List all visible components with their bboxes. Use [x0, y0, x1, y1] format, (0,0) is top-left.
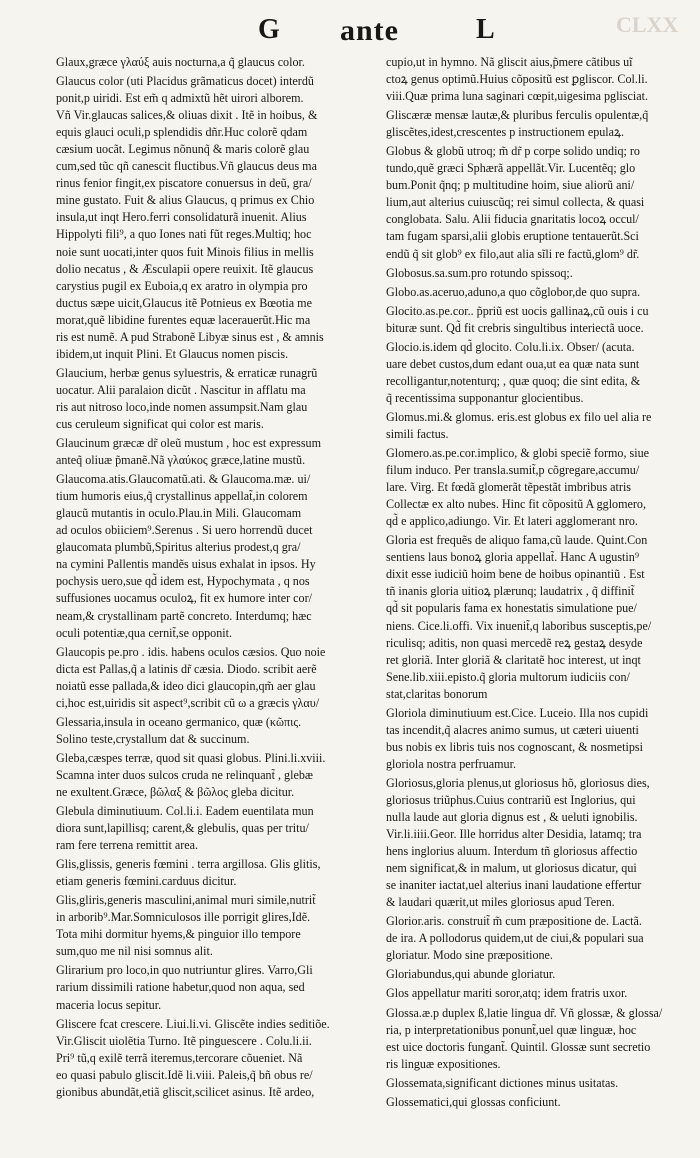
entry-line: glaucũ mutantis in oculo.Plau.in Mili. Glaucomam — [56, 506, 302, 521]
dictionary-entry — [56, 856, 374, 890]
entry-line: Vir.li.iiii.Geor. Ille horridus alter Desidia, latamq; tra — [386, 827, 642, 842]
entry-line: Glos appellatur mariti soror,atq; idem fratris uxor. — [386, 986, 628, 1001]
entry-line: Glebula diminutiuum. Col.li.i. Eadem euentilata mun — [56, 804, 314, 819]
entry-line: Globosus.sa.sum.pro rotundo spissoq;. — [386, 265, 573, 280]
entry-line: Gleba,cæspes terræ, quod sit quasi globus. Plini.li.xviii. — [56, 750, 326, 765]
entry-line: gionibus abundãt,etiã gliscit,scilicet asinus. Itẽ ardeo, — [56, 1084, 315, 1099]
entry-line: tñ inanis gloria uitioꝝ plærunq; laudatrix , q̃ diffinit̃ — [386, 584, 635, 599]
dictionary-entry — [386, 54, 682, 105]
entry-line: Glessaria,insula in oceano germanico, quæ (κῶπις. — [56, 714, 302, 729]
dictionary-entry — [386, 339, 682, 407]
dictionary-entry — [56, 892, 374, 960]
dictionary-entry — [386, 143, 682, 262]
dictionary-entry — [56, 750, 374, 801]
entry-line: riculisq; aditis, non quasi mercedẽ reꝝ gestaꝝ desyde — [386, 635, 643, 650]
dictionary-entry — [386, 705, 682, 773]
dictionary-entry — [386, 966, 682, 983]
entry-line: bus nobis ex libris tuis nos cognoscant, & nosmetipsi — [386, 739, 643, 754]
dictionary-entry — [56, 714, 374, 748]
entry-line: Pri⁹ tũ,q exilẽ terrã iteremus,tercorare cõueniet. Nã — [56, 1050, 303, 1065]
entry-line: & laudari quærit,ut miles gloriosus apud Teren. — [386, 895, 615, 910]
entry-line: qd̃ e applico,adiungo. Vir. Et lateri agglomerant nro. — [386, 514, 638, 529]
entry-line: equis glauci oculi,p splendidis dñr.Huc colorẽ qdam — [56, 125, 308, 140]
entry-line: insula,ut inqt Hero.ferri consolidaturã inuenit. Alius — [56, 210, 307, 225]
entry-line: stat,claritas bonorum — [386, 686, 488, 701]
right-text-column — [386, 54, 682, 1113]
entry-line: noiatũ esse pallada,& ideo dici glaucopin,qm̃ aer glau — [56, 678, 316, 693]
dictionary-entry — [386, 303, 682, 337]
entry-line: ria, p interpretationibus ponunt̃,uel quæ linguæ, hoc — [386, 1022, 637, 1037]
dictionary-entry — [56, 435, 374, 469]
entry-line: Sene.lib.xiii.episto.q̃ gloria multorum iudiciis con/ — [386, 669, 630, 684]
running-head — [0, 10, 700, 50]
entry-line: gloriosus triũphus.Cuius contrariũ est Inglorius, qui — [386, 792, 636, 807]
entry-line: ibidem,ut inquit Plini. Et Glaucus nomen piscis. — [56, 346, 289, 361]
entry-line: Glossematici,qui glossas conficiunt. — [386, 1094, 561, 1109]
entry-line: neam,& crystallinam partẽ concreto. Interdumq; hæc — [56, 608, 312, 623]
entry-line: na cymini Pallentis mandẽs uisus exhalat in ipsos. Hy — [56, 557, 316, 572]
dictionary-entry — [56, 54, 374, 71]
entry-line: Gloriola diminutiuum est.Cice. Luceio. Illa nos cupidi — [386, 705, 649, 720]
entry-line: ne exultent.Græce, βῶλαξ & βῶλος gleba dicitur. — [56, 784, 295, 799]
entry-line: glaucomata plumbũ,Spiritus alterius prodest,q gra/ — [56, 540, 301, 555]
entry-line: gloriatur. Modo sine præpositione. — [386, 948, 553, 963]
entry-line: etiam generis fœmini.carduus dicitur. — [56, 874, 237, 889]
entry-line: Glis,gliris,generis masculini,animal muri simile,nutrit̃ — [56, 893, 316, 908]
folio-number: CLXX — [616, 12, 679, 37]
entry-line: endũ q̃ sit glob⁹ ex filo,aut alia sĩli re factũ,glom⁹ dr̃. — [386, 246, 640, 261]
entry-line: Glomus.mi.& glomus. eris.est globus ex filo uel alia re — [386, 409, 652, 424]
dictionary-entry — [386, 532, 682, 702]
dictionary-entry — [386, 445, 682, 530]
entry-line: ponit,p uiridi. Est em̃ q admixtũ hẽt uirori alborem. — [56, 91, 304, 106]
dictionary-entry — [56, 73, 374, 363]
entry-line: suffusiones uocamus oculoꝝ, fit ex humore inter cor/ — [56, 591, 312, 606]
entry-line: Gliscere fcat crescere. Liui.li.vi. Gliscẽte indies seditiõe. — [56, 1016, 330, 1031]
entry-line: lare. Virg. Et fœdã glomerãt tẽpestãt imbribus atris — [386, 480, 632, 495]
entry-line: Glossa.æ.p duplex ß,latie lingua dr̃. Vñ glossæ, & glossa/ — [386, 1005, 663, 1020]
entry-line: ret gloriã. Inter gloriã & claritatẽ hoc interest, ut inqt — [386, 652, 641, 667]
entry-line: tam fugam sparsi,alii globis eruptione tentauerũt.Sci — [386, 229, 639, 244]
entry-line: dicta est Pallas,q̃ a latinis dr̃ cæsia. Diodo. scribit aerẽ — [56, 661, 317, 676]
entry-line: Glaucium, herbæ genus syluestris, & erraticæ runagrũ — [56, 365, 318, 380]
entry-line: Solino teste,crystallum dat & succinum. — [56, 731, 250, 746]
entry-line: morat,quẽ libidine furentes equæ lacerauerũt.Hic ma — [56, 312, 311, 327]
entry-line: oculi potentiæ,qua cernit̃,se opponit. — [56, 625, 232, 640]
entry-line: bituræ sunt. Qd̃ fit crebris singultibus interiectã uoce. — [386, 320, 644, 335]
entry-line: Hippolyti fili⁹, a quo Iones nati fũt reges.Multiq; hoc — [56, 227, 312, 242]
entry-line: cum,sed tũc qñ canescit fluctibus.Vñ glaucus deus ma — [56, 159, 317, 174]
entry-line: ad oculos obiiciem⁹.Serenus . Si uero horrendũ ducet — [56, 523, 313, 538]
entry-line: nem significat,& in malum, ut gloriosus dicatur, qui — [386, 861, 637, 876]
dictionary-entry — [386, 409, 682, 443]
entry-line: Gloriosus,gloria plenus,ut gloriosus hõ, gloriosus dies, — [386, 775, 650, 790]
entry-line: Vir.Gliscit uiolẽtia Turno. Itẽ pinguescere . Colu.li.ii. — [56, 1033, 312, 1048]
dictionary-entry — [56, 644, 374, 712]
entry-line: ctoꝝ genus optimũ.Huius cõpositũ est ꝑgliscor. Col.li. — [386, 72, 648, 87]
entry-line: bum.Ponit q̃nq; p multitudine hoim, siue aliorũ ani/ — [386, 178, 635, 193]
left-text-column — [56, 54, 374, 1103]
entry-line: conglobata. Salu. Alii fiducia gnaritatis locoꝝ occul/ — [386, 212, 639, 227]
entry-line: Glorior.aris. construit̃ m̃ cum præpositione de. Lactã. — [386, 914, 642, 929]
entry-line: Collectæ ex alto nubes. Hinc fit cõpositũ A gglomero, — [386, 497, 646, 512]
running-head-word: ante — [340, 14, 399, 47]
entry-line: Tota mihi dormitur hyems,& pinguior illo tempore — [56, 927, 301, 942]
entry-line: gliscẽtes,idest,crescentes p instructionem epulaꝝ. — [386, 125, 625, 140]
entry-line: simili factus. — [386, 426, 449, 441]
entry-line: hens inglorius aluum. Interdum tñ gloriosus affectio — [386, 844, 638, 859]
entry-line: q̃ recentissima supponantur glocientibus. — [386, 390, 584, 405]
entry-line: uare debet custos,dum edant oua,ut ea quæ nata sunt — [386, 356, 640, 371]
entry-line: pochysis uero,sue qd̃ idem est, Hypochymata , q nos — [56, 574, 310, 589]
entry-line: eo quasi pabulo gliscit.Idẽ li.viii. Paleis,q̃ bñ obus re/ — [56, 1067, 313, 1082]
entry-line: dolio necatus , & Æsculapii opere reuixit. Itẽ glaucus — [56, 261, 314, 276]
dictionary-entry — [56, 1016, 374, 1101]
entry-line: tas incendit,q̃ alacres animo sumus, ut cæteri uiuenti — [386, 722, 639, 737]
entry-line: Glocito.as.pe.cor.. p̃priũ est uocis gallinaꝝ,cũ ouis i cu — [386, 303, 649, 318]
dictionary-entry — [56, 803, 374, 854]
entry-line: filum induco. Per transla.sumit̃,p cõgregare,accumu/ — [386, 463, 640, 478]
entry-line: Glaux,græce γλαύξ auis nocturna,a q̃ glaucus color. — [56, 55, 305, 69]
dictionary-entry — [386, 1094, 682, 1111]
entry-line: Gloriabundus,qui abunde gloriatur. — [386, 967, 556, 982]
entry-line: sentiens laus bonoꝝ gloria appellat̃. Hanc A ugustin⁹ — [386, 550, 640, 565]
dictionary-entry — [386, 1075, 682, 1092]
entry-line: viii.Quæ prima luna saginari cœpit,uigesima pglisciat. — [386, 89, 648, 104]
entry-line: Glocio.is.idem qd̃ glocito. Colu.li.ix. Obser/ (acuta. — [386, 339, 635, 354]
entry-line: de ira. A pollodorus quidem,ut de ciui,& populari sua — [386, 931, 644, 946]
entry-line: cus ceruleum significat qui color est maris. — [56, 416, 264, 431]
dictionary-entry — [56, 365, 374, 433]
dictionary-entry — [386, 775, 682, 911]
dictionary-entry — [386, 265, 682, 282]
entry-line: maceria locus sepitur. — [56, 997, 162, 1012]
entry-line: diora sunt,lapillisq; carent,& glebulis, quas per tritu/ — [56, 821, 309, 836]
running-head-left-letter: G — [258, 14, 280, 45]
entry-line: in arborib⁹.Mar.Somniculosos ille porrigit glires,Idẽ. — [56, 910, 311, 925]
entry-line: mine gustato. Fuit & alius Glaucus, q primus ex Chio — [56, 193, 315, 208]
entry-line: anteq̃ oliuæ p̃manẽ.Nã γλαύκος græce,latine mustũ. — [56, 453, 306, 468]
entry-line: Glaucoma.atis.Glaucomatũ.ati. & Glaucoma.mæ. ui/ — [56, 472, 311, 487]
entry-line: ductus sæpe uicit,Glaucus itẽ Potnieus ex Bœotia me — [56, 295, 312, 310]
entry-line: ris aut nitroso loco,inde nomen assumpsit.Nam glau — [56, 399, 308, 414]
entry-line: tundo,quẽ græci Sphærã appellãt.Vir. Lucentẽq; glo — [386, 161, 636, 176]
entry-line: Gliscæræ mensæ lautæ,& pluribus ferculis opulentæ,q̃ — [386, 108, 649, 123]
entry-line: Globo.as.aceruo,aduno,a quo cõglobor,de quo supra. — [386, 284, 641, 299]
entry-line: tium humoris eius,q̃ crystallinus appellat̃,in colorem — [56, 489, 308, 504]
entry-line: qd̃ sit popularis fama ex honestatis simulatione pue/ — [386, 601, 637, 616]
entry-line: gloriola nostra perfruamur. — [386, 756, 516, 771]
entry-line: cæsium uocãt. Legimus nõnunq̃ & maris colorẽ glau — [56, 142, 310, 157]
entry-line: est uice doctoris fungant̃. Quintil. Glossæ sunt secretio — [386, 1039, 651, 1054]
dictionary-entry — [56, 471, 374, 641]
dictionary-entry — [56, 962, 374, 1013]
entry-line: Vñ Vir.glaucas salices,& oliuas dixit . Itẽ in hoibus, & — [56, 108, 318, 123]
entry-line: cupio,ut in hymno. Nã gliscit aius,p̃mere cãtibus uĩ — [386, 55, 633, 69]
dictionary-entry — [386, 284, 682, 301]
entry-line: carystius pugil ex Euboia,q ex aratro in olympia pro — [56, 278, 308, 293]
entry-line: Glossemata,significant dictiones minus usitatas. — [386, 1075, 619, 1090]
entry-line: rinus fenior fingit,ex piscatore conuersus in deũ, gra/ — [56, 176, 312, 191]
entry-line: Scamna inter duos sulcos cruda ne relinquant̃ , glebæ — [56, 767, 313, 782]
dictionary-entry — [386, 913, 682, 964]
entry-line: lium,aut alterius cuiuscũq; rei simul collecta, & quasi — [386, 195, 645, 210]
entry-line: ci,hoc est,uiridis sit aspect⁹,scribit cũ ω a græcis γλαυ/ — [56, 695, 320, 710]
entry-line: Glis,glissis, generis fœmini . terra argillosa. Glis glitis, — [56, 857, 321, 872]
entry-line: niens. Cice.li.offi. Vix inuenit̃,q laboribus susceptis,pe/ — [386, 618, 652, 633]
running-head-right-letter: L — [476, 14, 495, 45]
entry-line: Glirarium pro loco,in quo nutriuntur glires. Varro,Gli — [56, 963, 313, 978]
entry-line: noie sunt uocati,inter quos fuit Minois filius in mellis — [56, 244, 314, 259]
entry-line: uocatur. Alii paralaion dicũt . Nascitur in afflatu ma — [56, 382, 306, 397]
entry-line: Gloria est frequẽs de aliquo fama,cũ laude. Quint.Con — [386, 533, 648, 548]
entry-line: sum,quo me nil nisi somnus alit. — [56, 944, 213, 959]
entry-line: Globus & globũ utroq; m̃ dr̃ p corpe solido undiq; ro — [386, 144, 640, 159]
dictionary-entry — [386, 1005, 682, 1073]
entry-line: rarium dissimili ratione habetur,quod non aqua, sed — [56, 980, 305, 995]
entry-line: ram fere terrena remittit area. — [56, 838, 199, 853]
entry-line: se inaniter iactat,uel alterius inani laudatione effertur — [386, 878, 642, 893]
entry-line: ris linguæ expositiones. — [386, 1056, 501, 1071]
entry-line: ris est numẽ. A pud Strabonẽ Libyæ sinus est , & amnis — [56, 329, 324, 344]
entry-line: nulla laude aut gloria dignus est , & ueluti ignobilis. — [386, 810, 638, 825]
entry-line: Glaucus color (uti Placidus grãmaticus docet) interdũ — [56, 74, 314, 89]
entry-line: Glomero.as.pe.cor.implico, & globi speciẽ formo, siue — [386, 446, 649, 461]
entry-line: Glaucinum græcæ dr̃ oleũ mustum , hoc est expressum — [56, 436, 322, 451]
entry-line: Glaucopis pe.pro . idis. habens oculos cæsios. Quo noie — [56, 644, 326, 659]
entry-line: recolligantur,notenturq; , quæ quoq; die sint edita, & — [386, 373, 641, 388]
entry-line: dixit esse iudiciũ hoim bene de hoibus opinantiũ . Est — [386, 567, 645, 582]
dictionary-entry — [386, 985, 682, 1002]
dictionary-entry — [386, 107, 682, 141]
